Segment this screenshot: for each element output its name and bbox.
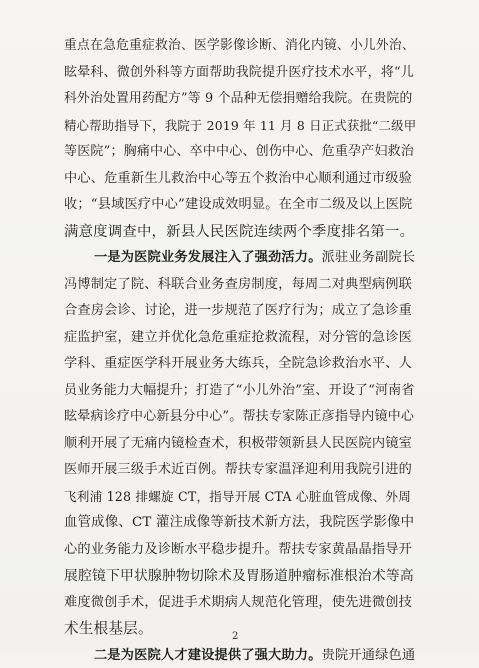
text-line: 学科、重症医学科开展业务大练兵，全院急诊救治水平、人 xyxy=(64,356,413,371)
text-line: 眩晕病诊疗中心新县分中心”。帮扶专家陈正彦指导内镜中心 xyxy=(64,409,415,424)
paragraph-heading: 一是为医院业务发展注入了强劲活力。 xyxy=(94,250,322,265)
paragraph-lead-rest: 贵院开通绿色通 xyxy=(321,647,416,663)
text-line: 科外治处置用药配方”等 9 个品种无偿捐赠给我院。在贵院的 xyxy=(64,91,413,106)
text-line: 症监护室，建立并优化急危重症抢救流程，对分管的急诊医 xyxy=(64,329,413,345)
text-line: 展腔镜下甲状腺肿物切除术及胃肠道肿瘤标准根治术等高 xyxy=(64,568,414,584)
text-line: 难度微创手术，促进手术期病人规范化管理，使先进微创技 xyxy=(64,594,413,610)
text-line: 满意度调查中，新县人民医院连续两个季度排名第一。 xyxy=(64,223,415,240)
text-line: 合查房会诊、讨论，进一步规范了医疗行为；成立了急诊重 xyxy=(64,303,413,318)
text-line: 术生根基层。 xyxy=(64,620,153,637)
text-line: 飞利浦 128 排螺旋 CT，指导开展 CTA 心脏血管成像、外周 xyxy=(64,488,412,504)
text-line: 血管成像、CT 灌注成像等新技术新方法，我院医学影像中 xyxy=(64,515,415,530)
text-line: 重点在急危重症救治、医学影像诊断、消化内镜、小儿外治、 xyxy=(64,38,415,53)
text-line: 冯博制定了院、科联合业务查房制度，每周二对典型病例联 xyxy=(64,276,413,292)
text-line: 眩晕科、微创外科等方面帮助我院提升医疗技术水平，将“儿 xyxy=(64,64,415,80)
paragraph-lead-line xyxy=(94,644,415,668)
text-line: 医师开展三级手术近百例。帮扶专家温泽迎利用我院引进的 xyxy=(64,462,413,477)
text-line: 收；“县域医疗中心”建设成效明显。在全市二级及以上医院 xyxy=(64,197,413,212)
paragraph-heading: 二是为医院人才建设提供了强大助力。 xyxy=(94,647,322,663)
text-line: 员业务能力大幅提升；打造了“小儿外治”室、开设了“河南省 xyxy=(64,382,415,398)
text-line: 等医院”；胸痛中心、卒中中心、创伤中心、危重孕产妇救治 xyxy=(64,144,415,159)
text-line: 顺利开展了无痛内镜检查术，积极带领新县人民医院内镜室 xyxy=(64,435,413,451)
text-line: 心的业务能力及诊断水平稳步提升。帮扶专家黄晶晶指导开 xyxy=(64,541,413,557)
paragraph-lead-line xyxy=(94,246,415,270)
page-number: 2 xyxy=(232,631,239,642)
text-line: 精心帮助指导下，我院于 2019 年 11 月 8 日正式获批“二级甲 xyxy=(64,117,417,133)
paragraph-lead-rest: 派驻业务副院长 xyxy=(321,250,416,265)
text-line: 中心、危重新生儿救治中心等五个救治中心顺利通过市级验 xyxy=(64,170,413,186)
